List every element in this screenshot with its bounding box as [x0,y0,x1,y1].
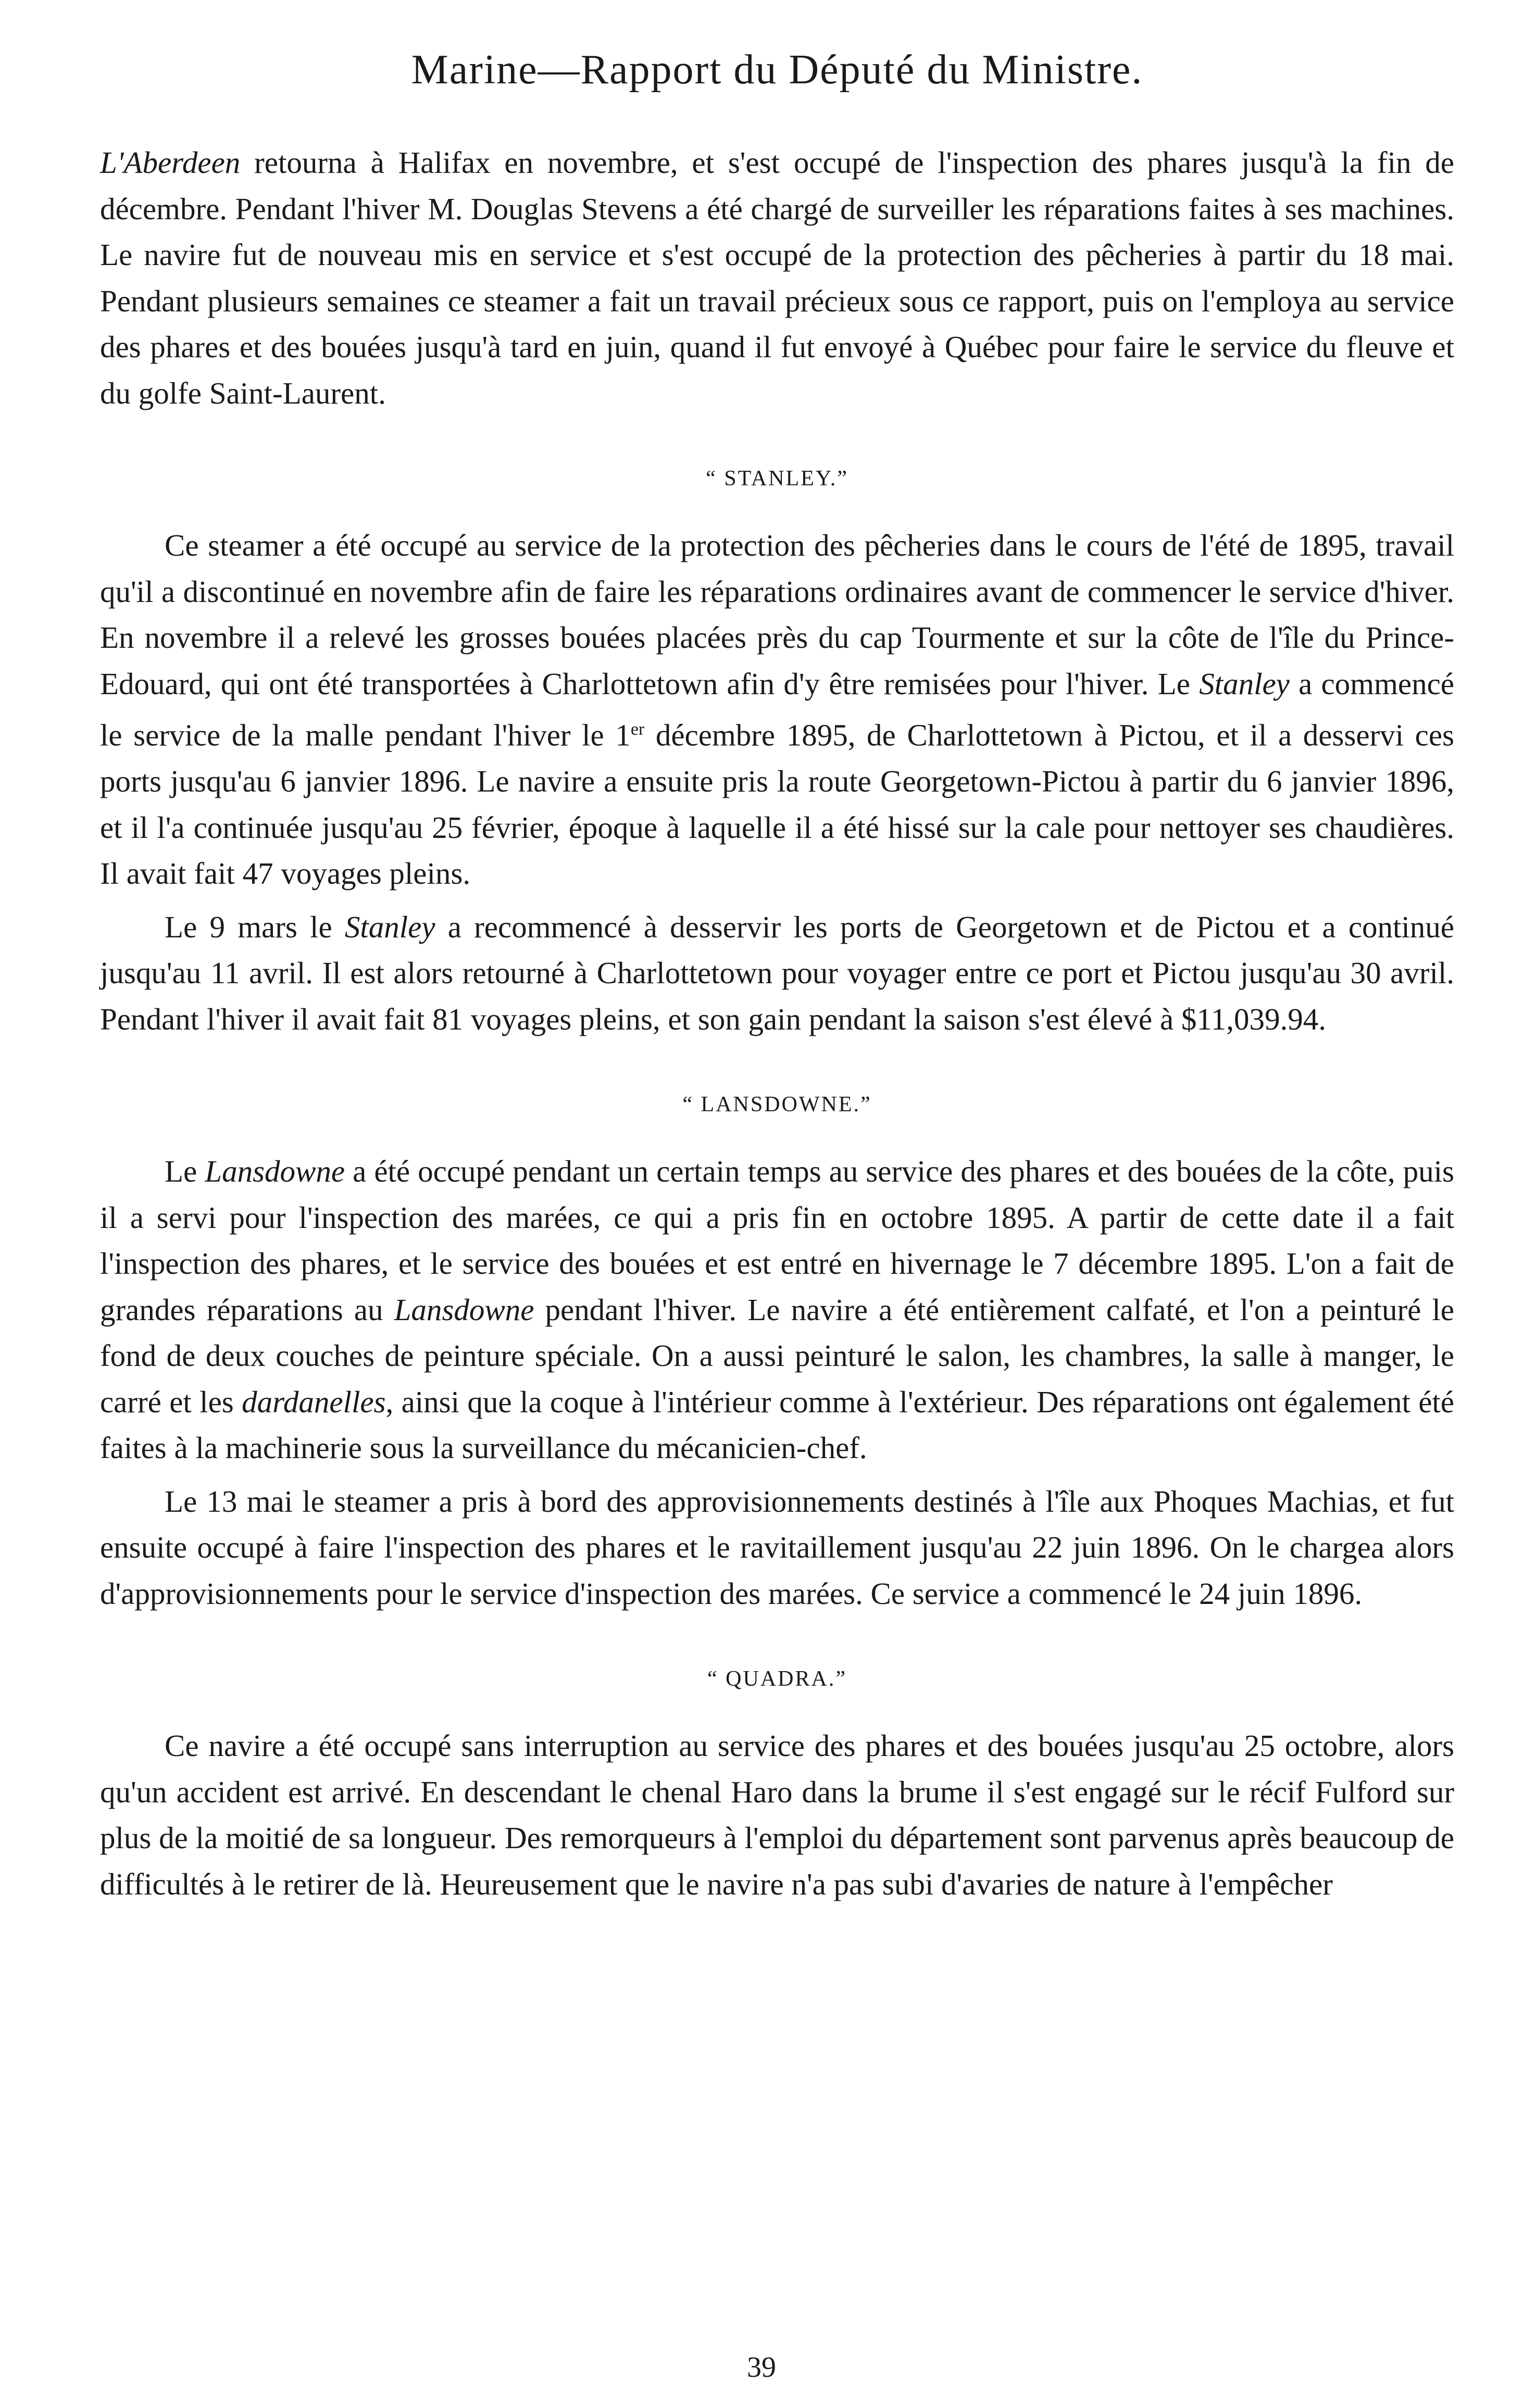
page-content [100,47,1454,1914]
stanley-paragraph-1 [100,522,1454,897]
section-heading-stanley: “ STANLEY.” [706,467,848,491]
paragraph-text: a commencé le service de la malle pendant l'hiver le 1 [100,666,1454,752]
paragraph-text: Ce steamer a été occupé au service de la protection des pêcheries dans le cours de l'été de 1895, travail qu'il a discontinué en novembre afin de faire les réparations ordinaires avant de commencer le service d'hiver. En novembre il a relevé les grosses bouées placées près du cap Tourmente et sur la côte de l'île du Prince-Edouard, qui ont été transportées à Charlottetown afin d'y être remisées pour l'hiver. Le [100,528,1454,701]
ship-name-italic: L'Aberdeen [100,145,241,180]
paragraph-text: Ce navire a été occupé sans interruption au service des phares et des bouées jusqu'au 25 octobre, alors qu'un accident est arrivé. En descendant le chenal Haro dans la brume il s'est engagé sur le récif Fulford sur plus de la moitié de sa longueur. Des remorqueurs à l'emploi du département sont parvenus après beaucoup de difficultés à le retirer de là. Heureusement que le navire n'a pas subi d'avaries de nature à l'empêcher [100,1728,1454,1901]
lansdowne-paragraph-2 [100,1478,1454,1617]
ship-name-italic: Stanley [1199,666,1290,701]
ordinal-superscript: er [630,720,645,739]
ship-name-italic: Lansdowne [205,1154,345,1189]
paragraph-text: décembre 1895, de Charlottetown à Pictou, et il a desservi ces ports jusqu'au 6 janvier 1896. Le navire a ensuite pris la route Georgetown-Pictou à partir du 6 janvier 1896, et il l'a continuée jusqu'au 25 février, époque à laquelle il a été hissé sur la cale pour nettoyer ses chaudières. Il avait fait 47 voyages pleins. [100,718,1454,891]
paragraph-text: , ainsi que la coque à l'intérieur comme à l'extérieur. Des réparations ont également été faites à la machinerie sous la surveillance du mécanicien-chef. [100,1384,1454,1465]
intro-paragraph [100,140,1454,416]
paragraph-text: Le 9 mars le [165,909,345,944]
paragraph-text: retourna à Halifax en novembre, et s'est occupé de l'inspection des phares jusqu'à la fin de décembre. Pendant l'hiver M. Douglas Stevens a été chargé de surveiller les réparations faites à ses machines. Le navire fut de nouveau mis en service et s'est occupé de la protection des pêcheries à partir du 18 mai. Pendant plusieurs semaines ce steamer a fait un travail précieux sous ce rapport, puis on l'employa au service des phares et des bouées jusqu'à tard en juin, quand il fut envoyé à Québec pour faire le service du fleuve et du golfe Saint-Laurent. [100,145,1454,410]
stanley-paragraph-2 [100,904,1454,1043]
paragraph-text: a été occupé pendant un certain temps au service des phares et des bouées de la côte, puis il a servi pour l'inspection des marées, ce qui a pris fin en octobre 1895. A partir de cette date il a fait l'inspection des phares, et le service des bouées et est entré en hivernage le 7 décembre 1895. L'on a fait de grandes réparations au [100,1154,1454,1327]
page-title: Marine—Rapport du Député du Ministre. [411,47,1143,93]
ship-name-italic: Stanley [344,909,435,944]
ship-name-italic: Lansdowne [394,1292,534,1327]
paragraph-text: pendant l'hiver. Le navire a été entièrement calfaté, et l'on a peinturé le fond de deux couches de peinture spéciale. On a aussi peinturé le salon, les chambres, la salle à manger, le carré et les [100,1292,1454,1419]
paragraph-text: a recommencé à desservir les ports de Georgetown et de Pictou et a continué jusqu'au 11 avril. Il est alors retourné à Charlottetown pour voyager entre ce port et Pictou jusqu'au 30 avril. Pendant l'hiver il avait fait 81 voyages pleins, et son gain pendant la saison s'est élevé à $11,039.94. [100,909,1454,1036]
paragraph-text: Le 13 mai le steamer a pris à bord des approvisionnements destinés à l'île aux Phoques Machias, et fut ensuite occupé à faire l'inspection des phares et le ravitaillement jusqu'au 22 juin 1896. On le chargea alors d'approvisionnements pour le service d'inspection des marées. Ce service a commencé le 24 juin 1896. [100,1484,1454,1611]
page-number: 39 [747,2351,776,2384]
paragraph-text: Le [165,1154,205,1189]
section-heading-quadra: “ QUADRA.” [707,1667,847,1691]
section-heading-lansdowne: “ LANSDOWNE.” [682,1093,872,1117]
term-italic: dardanelles [242,1384,386,1419]
lansdowne-paragraph-1 [100,1148,1454,1471]
quadra-paragraph-1 [100,1723,1454,1907]
